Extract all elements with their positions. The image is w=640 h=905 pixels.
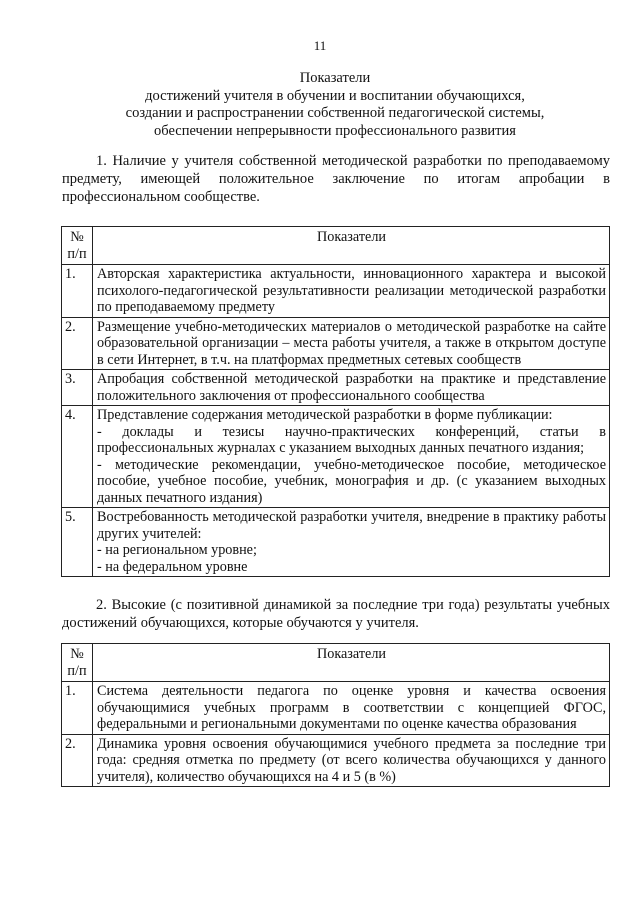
title-line: Показатели: [299, 70, 371, 86]
header-indicators-cell: Показатели: [93, 644, 610, 682]
row-number: 1.: [62, 682, 93, 735]
row-indicator-text: [93, 317, 610, 370]
table-header-row: [62, 644, 610, 682]
indicator-line: Система деятельности педагога по оценке уровня и качества освоения обучающимися учебных программ в соответствии с концепцией ФГОС, федеральными и региональными документами по оценке качества образования: [97, 683, 606, 732]
table-row: [62, 370, 610, 406]
row-number: 2.: [62, 317, 93, 370]
page-number: 11: [313, 38, 327, 53]
header-number-cell: № п/п: [62, 227, 93, 265]
row-number: 5.: [62, 508, 93, 577]
indicator-line: Размещение учебно-методических материалов о методической разработке на сайте образовательной организации – места работы учителя, а также в открытом доступе в сети Интернет, в т.ч. на платформах предметных сетевых сообществ: [97, 318, 606, 368]
indicator-line: Представление содержания методической разработки в форме публикации:: [97, 407, 553, 423]
title-line: достижений учителя в обучении и воспитании обучающихся,: [145, 87, 525, 104]
section-2-paragraph: [62, 596, 610, 632]
section-1-paragraph: [62, 152, 610, 206]
header-indicators-cell: Показатели: [93, 227, 610, 265]
row-number: 2.: [62, 734, 93, 787]
header-number-cell: № п/п: [62, 644, 93, 682]
indicator-line: - методические рекомендации, учебно-методическое пособие, методическое пособие, учебное пособие, учебник, монография и др. (с указанием выходных данных печатного издания): [97, 456, 606, 506]
row-indicator-text: [93, 682, 610, 735]
row-number: 1.: [62, 265, 93, 318]
indicator-line: Апробация собственной методической разработки на практике и представление положительного заключения от профессионального сообщества: [97, 371, 606, 404]
section-2-text: 2. Высокие (с позитивной динамикой за последние три года) результаты учебных достижений обучающихся, которые обучаются у учителя.: [62, 597, 610, 631]
table-row: [62, 406, 610, 508]
indicators-table-2: [61, 643, 610, 787]
indicator-line: - доклады и тезисы научно-практических конференций, статьи в профессиональных журналах с указанием выходных данных печатного издания;: [97, 423, 606, 456]
indicator-line: - на региональном уровне;: [97, 542, 257, 558]
table-row: [62, 508, 610, 577]
section-1-text: 1. Наличие у учителя собственной методической разработки по преподаваемому предмету, имеющей положительное заключение по итогам апробации в профессиональном сообществе.: [62, 153, 610, 205]
table-2-body: [62, 682, 610, 787]
row-indicator-text: [93, 265, 610, 318]
table-row: [62, 265, 610, 318]
document-title: [60, 70, 610, 140]
table-header-row: [62, 227, 610, 265]
indicator-line: Авторская характеристика актуальности, инновационного характера и высокой психолого-педагогической результативности реализации методической разработки по преподаваемому предмету: [97, 266, 606, 315]
row-indicator-text: [93, 406, 610, 508]
row-indicator-text: [93, 370, 610, 406]
row-indicator-text: [93, 508, 610, 577]
indicator-line: - на федеральном уровне: [97, 558, 248, 575]
table-row: [62, 682, 610, 735]
title-line: обеспечении непрерывности профессионального развития: [154, 122, 516, 139]
title-line: создании и распространении собственной педагогической системы,: [125, 105, 545, 121]
indicator-line: Востребованность методической разработки учителя, внедрение в практику работы других учителей:: [97, 509, 606, 542]
table-row: [62, 734, 610, 787]
row-number: 3.: [62, 370, 93, 406]
table-row: [62, 317, 610, 370]
row-number: 4.: [62, 406, 93, 508]
indicators-table-1: [61, 226, 610, 577]
table-1-body: [62, 265, 610, 577]
row-indicator-text: [93, 734, 610, 787]
indicator-line: Динамика уровня освоения обучающимися учебного предмета за последние три года: средняя отметка по предмету (от всего количества обучающихся у данного учителя), количество обучающихся на 4 и 5 (в %): [97, 735, 606, 785]
